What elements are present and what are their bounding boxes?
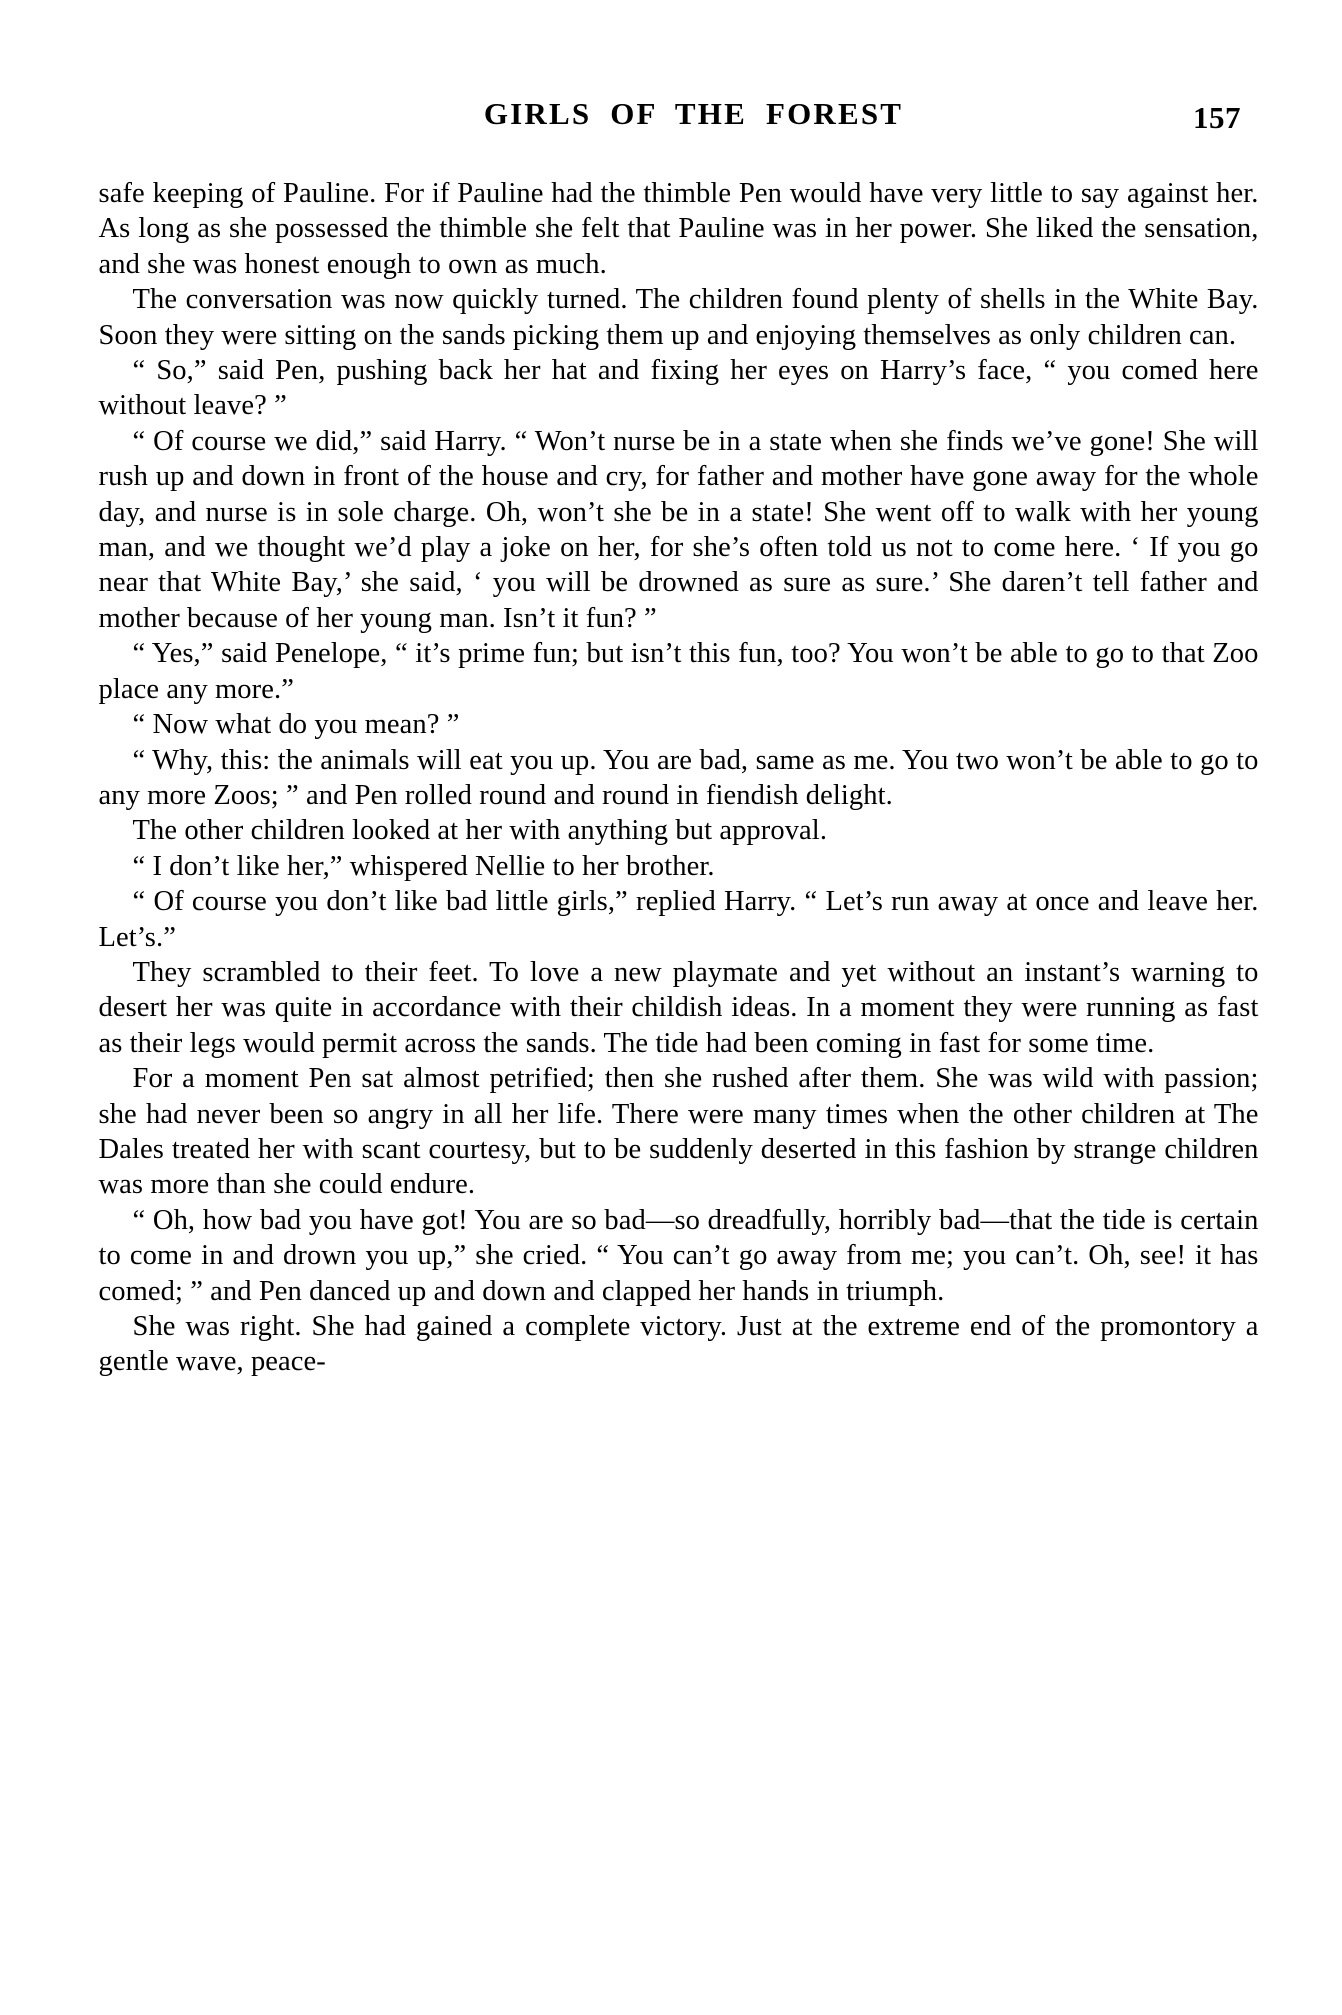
- paragraph: “ Oh, how bad you have got! You are so bad—so dreadfully, horribly bad—that the tide is certain to come in and drown you up,” she cried. “ You can’t go away from me; you can’t. Oh, see! it has comed; ” and Pen danced up and down and clapped her hands in triumph.: [98, 1204, 1259, 1307]
- paragraph: safe keeping of Pauline. For if Pauline had the thimble Pen would have very little to say against her. As long as she possessed the thimble she felt that Pauline was in her power. She liked the sensation, and she was honest enough to own as much.: [98, 178, 1259, 280]
- page-number: 157: [1193, 100, 1241, 135]
- paragraph: “ I don’t like her,” whispered Nellie to her brother.: [132, 850, 715, 882]
- paragraph: “ Of course we did,” said Harry. “ Won’t nurse be in a state when she finds we’ve gone! She will rush up and down in front of the house and cry, for father and mother have gone away for the whole day, and nurse is in sole charge. Oh, won’t she be in a state! She went off to walk with her young man, and we thought we’d play a joke on her, for she’s often told us not to come here. ‘ If you go near that White Bay,’ she said, ‘ you will be drowned as sure as sure.’ She daren’t tell father and mother because of her young man. Isn’t it fun? ”: [98, 425, 1259, 634]
- paragraph: “ Of course you don’t like bad little girls,” replied Harry. “ Let’s run away at once and leave her. Let’s.”: [98, 886, 1259, 953]
- running-head: GIRLS OF THE FOREST: [483, 96, 904, 131]
- body-text: [99, 176, 1259, 1380]
- paragraph: “ Why, this: the animals will eat you up. You are bad, same as me. You two won’t be able to go to any more Zoos; ” and Pen rolled round and round in fiendish delight.: [98, 744, 1259, 811]
- paragraph: They scrambled to their feet. To love a new playmate and yet without an instant’s warning to desert her was quite in accordance with their childish ideas. In a moment they were running as fast as their legs would permit across the sands. The tide had been coming in fast for some time.: [98, 956, 1259, 1059]
- paragraph: “ So,” said Pen, pushing back her hat and fixing her eyes on Harry’s face, “ you comed here without leave? ”: [98, 355, 1259, 422]
- paragraph: For a moment Pen sat almost petrified; then she rushed after them. She was wild with passion; she had never been so angry in all her life. There were many times when the other children at The Dales treated her with scant courtesy, but to be suddenly deserted in this fashion by strange children was more than she could endure.: [98, 1063, 1259, 1201]
- paragraph: She was right. She had gained a complete victory. Just at the extreme end of the promontory a gentle wave, peace-: [98, 1311, 1259, 1378]
- paragraph: The other children looked at her with anything but approval.: [132, 815, 828, 847]
- paragraph: “ Now what do you mean? ”: [132, 709, 460, 741]
- paragraph: “ Yes,” said Penelope, “ it’s prime fun; but isn’t this fun, too? You won’t be able to go to that Zoo place any more.”: [98, 638, 1259, 705]
- page-header: [70, 96, 1287, 136]
- paragraph: The conversation was now quickly turned. The children found plenty of shells in the White Bay. Soon they were sitting on the sands picking them up and enjoying themselves as only children can.: [98, 284, 1259, 351]
